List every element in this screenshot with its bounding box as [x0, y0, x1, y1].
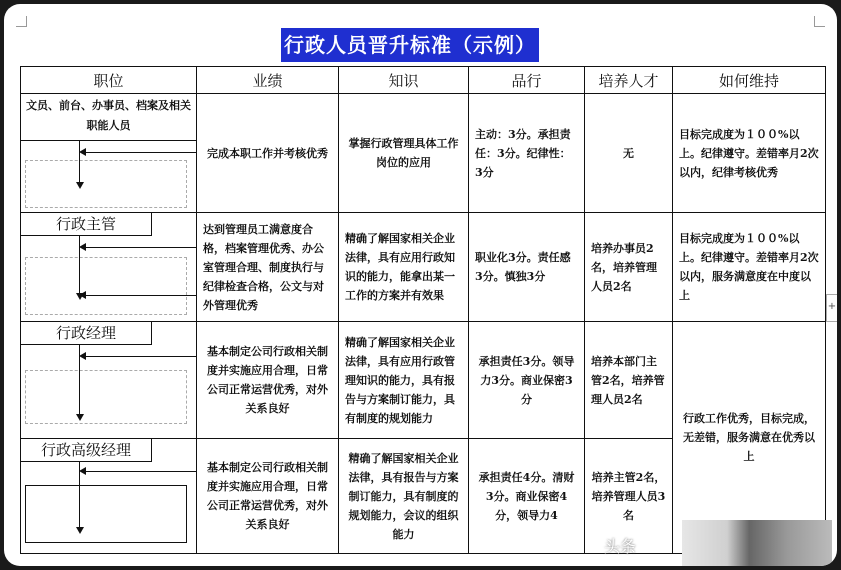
arrow-down-icon — [76, 182, 84, 189]
arrow-down-icon — [76, 527, 84, 534]
connector-line — [79, 140, 80, 184]
arrow-left-icon — [79, 243, 86, 251]
header-position: 职位 — [21, 67, 197, 94]
conduct-cell: 承担责任4分。清财3分。商业保密4分，领导力4 — [469, 439, 585, 554]
dashed-box — [25, 370, 187, 424]
maintain-cell: 行政工作优秀，目标完成，无差错，服务满意在优秀以上 — [673, 322, 826, 554]
dashed-box — [25, 257, 187, 315]
talent-cell: 培养办事员2名，培养管理人员2名 — [585, 213, 673, 322]
position-cell — [21, 213, 197, 322]
header-talent: 培养人才 — [585, 67, 673, 94]
performance-cell: 达到管理员工满意度合格，档案管理优秀、办公室管理合理、制度执行与纪律检查合格，公文与对外管理优秀 — [197, 213, 339, 322]
divider-line — [21, 140, 196, 141]
scroll-marker[interactable]: + — [826, 294, 837, 322]
table-row — [21, 213, 826, 322]
table-row — [21, 322, 826, 439]
knowledge-cell: 精确了解国家相关企业法律，具有报告与方案制订能力，具有制度的规划能力，会议的组织能力 — [339, 439, 469, 554]
arrow-down-icon — [76, 414, 84, 421]
position-label: 文员、前台、办事员、档案及相关职能人员 — [21, 94, 196, 141]
position-label: 行政高级经理 — [21, 439, 152, 462]
conduct-cell: 主动：3分。承担责任：3分。纪律性：3分 — [469, 94, 585, 213]
table-header-row — [21, 67, 826, 94]
watermark-bar — [682, 520, 832, 566]
connector-line — [81, 356, 197, 357]
arrow-left-icon — [79, 352, 86, 360]
arrow-left-icon — [79, 148, 86, 156]
corner-mark-tr — [814, 16, 825, 27]
arrow-left-icon — [79, 467, 86, 475]
connector-line — [79, 344, 80, 416]
connector-line — [79, 461, 80, 529]
document-title: 行政人员晋升标准（示例） — [281, 28, 539, 62]
arrow-down-icon — [76, 293, 84, 300]
watermark-text: 头条 — [604, 537, 637, 556]
connector-line — [81, 247, 197, 248]
header-knowledge: 知识 — [339, 67, 469, 94]
promotion-table — [20, 66, 825, 554]
conduct-cell: 职业化3分。责任感3分。慎独3分 — [469, 213, 585, 322]
position-cell — [21, 322, 197, 439]
talent-cell: 培养本部门主管2名，培养管理人员2名 — [585, 322, 673, 439]
position-label: 行政经理 — [21, 322, 152, 345]
connector-line — [81, 152, 197, 153]
maintain-cell: 目标完成度为１００%以上。纪律遵守。差错率月2次以内，纪律考核优秀 — [673, 94, 826, 213]
connector-line — [81, 471, 197, 472]
position-cell — [21, 439, 197, 554]
dashed-box — [25, 160, 187, 208]
talent-cell: 无 — [585, 94, 673, 213]
performance-cell: 基本制定公司行政相关制度并实施应用合理，日常公司正常运营优秀，对外关系良好 — [197, 439, 339, 554]
header-performance: 业绩 — [197, 67, 339, 94]
maintain-cell: 目标完成度为１００%以上。纪律遵守。差错率月2次以内，服务满意度在中度以上 — [673, 213, 826, 322]
performance-cell: 基本制定公司行政相关制度并实施应用合理，日常公司正常运营优秀，对外关系良好 — [197, 322, 339, 439]
performance-cell: 完成本职工作并考核优秀 — [197, 94, 339, 213]
position-label: 行政主管 — [21, 213, 152, 236]
table-row — [21, 94, 826, 213]
connector-line — [79, 235, 80, 295]
knowledge-cell: 精确了解国家相关企业法律，具有应用行政管理知识的能力，具有报告与方案制订能力，具有制度的规划能力 — [339, 322, 469, 439]
position-cell — [21, 94, 197, 213]
knowledge-cell: 掌握行政管理具体工作岗位的应用 — [339, 94, 469, 213]
header-maintain: 如何维持 — [673, 67, 826, 94]
talent-cell: 培养主管2名，培养管理人员3名 — [585, 439, 673, 554]
header-conduct: 品行 — [469, 67, 585, 94]
knowledge-cell: 精确了解国家相关企业法律，具有应用行政知识的能力，能拿出某一工作的方案并有效果 — [339, 213, 469, 322]
box-outline — [25, 485, 187, 543]
conduct-cell: 承担责任3分。领导力3分。商业保密3分 — [469, 322, 585, 439]
document-page — [4, 4, 837, 566]
corner-mark-tl — [16, 16, 27, 27]
